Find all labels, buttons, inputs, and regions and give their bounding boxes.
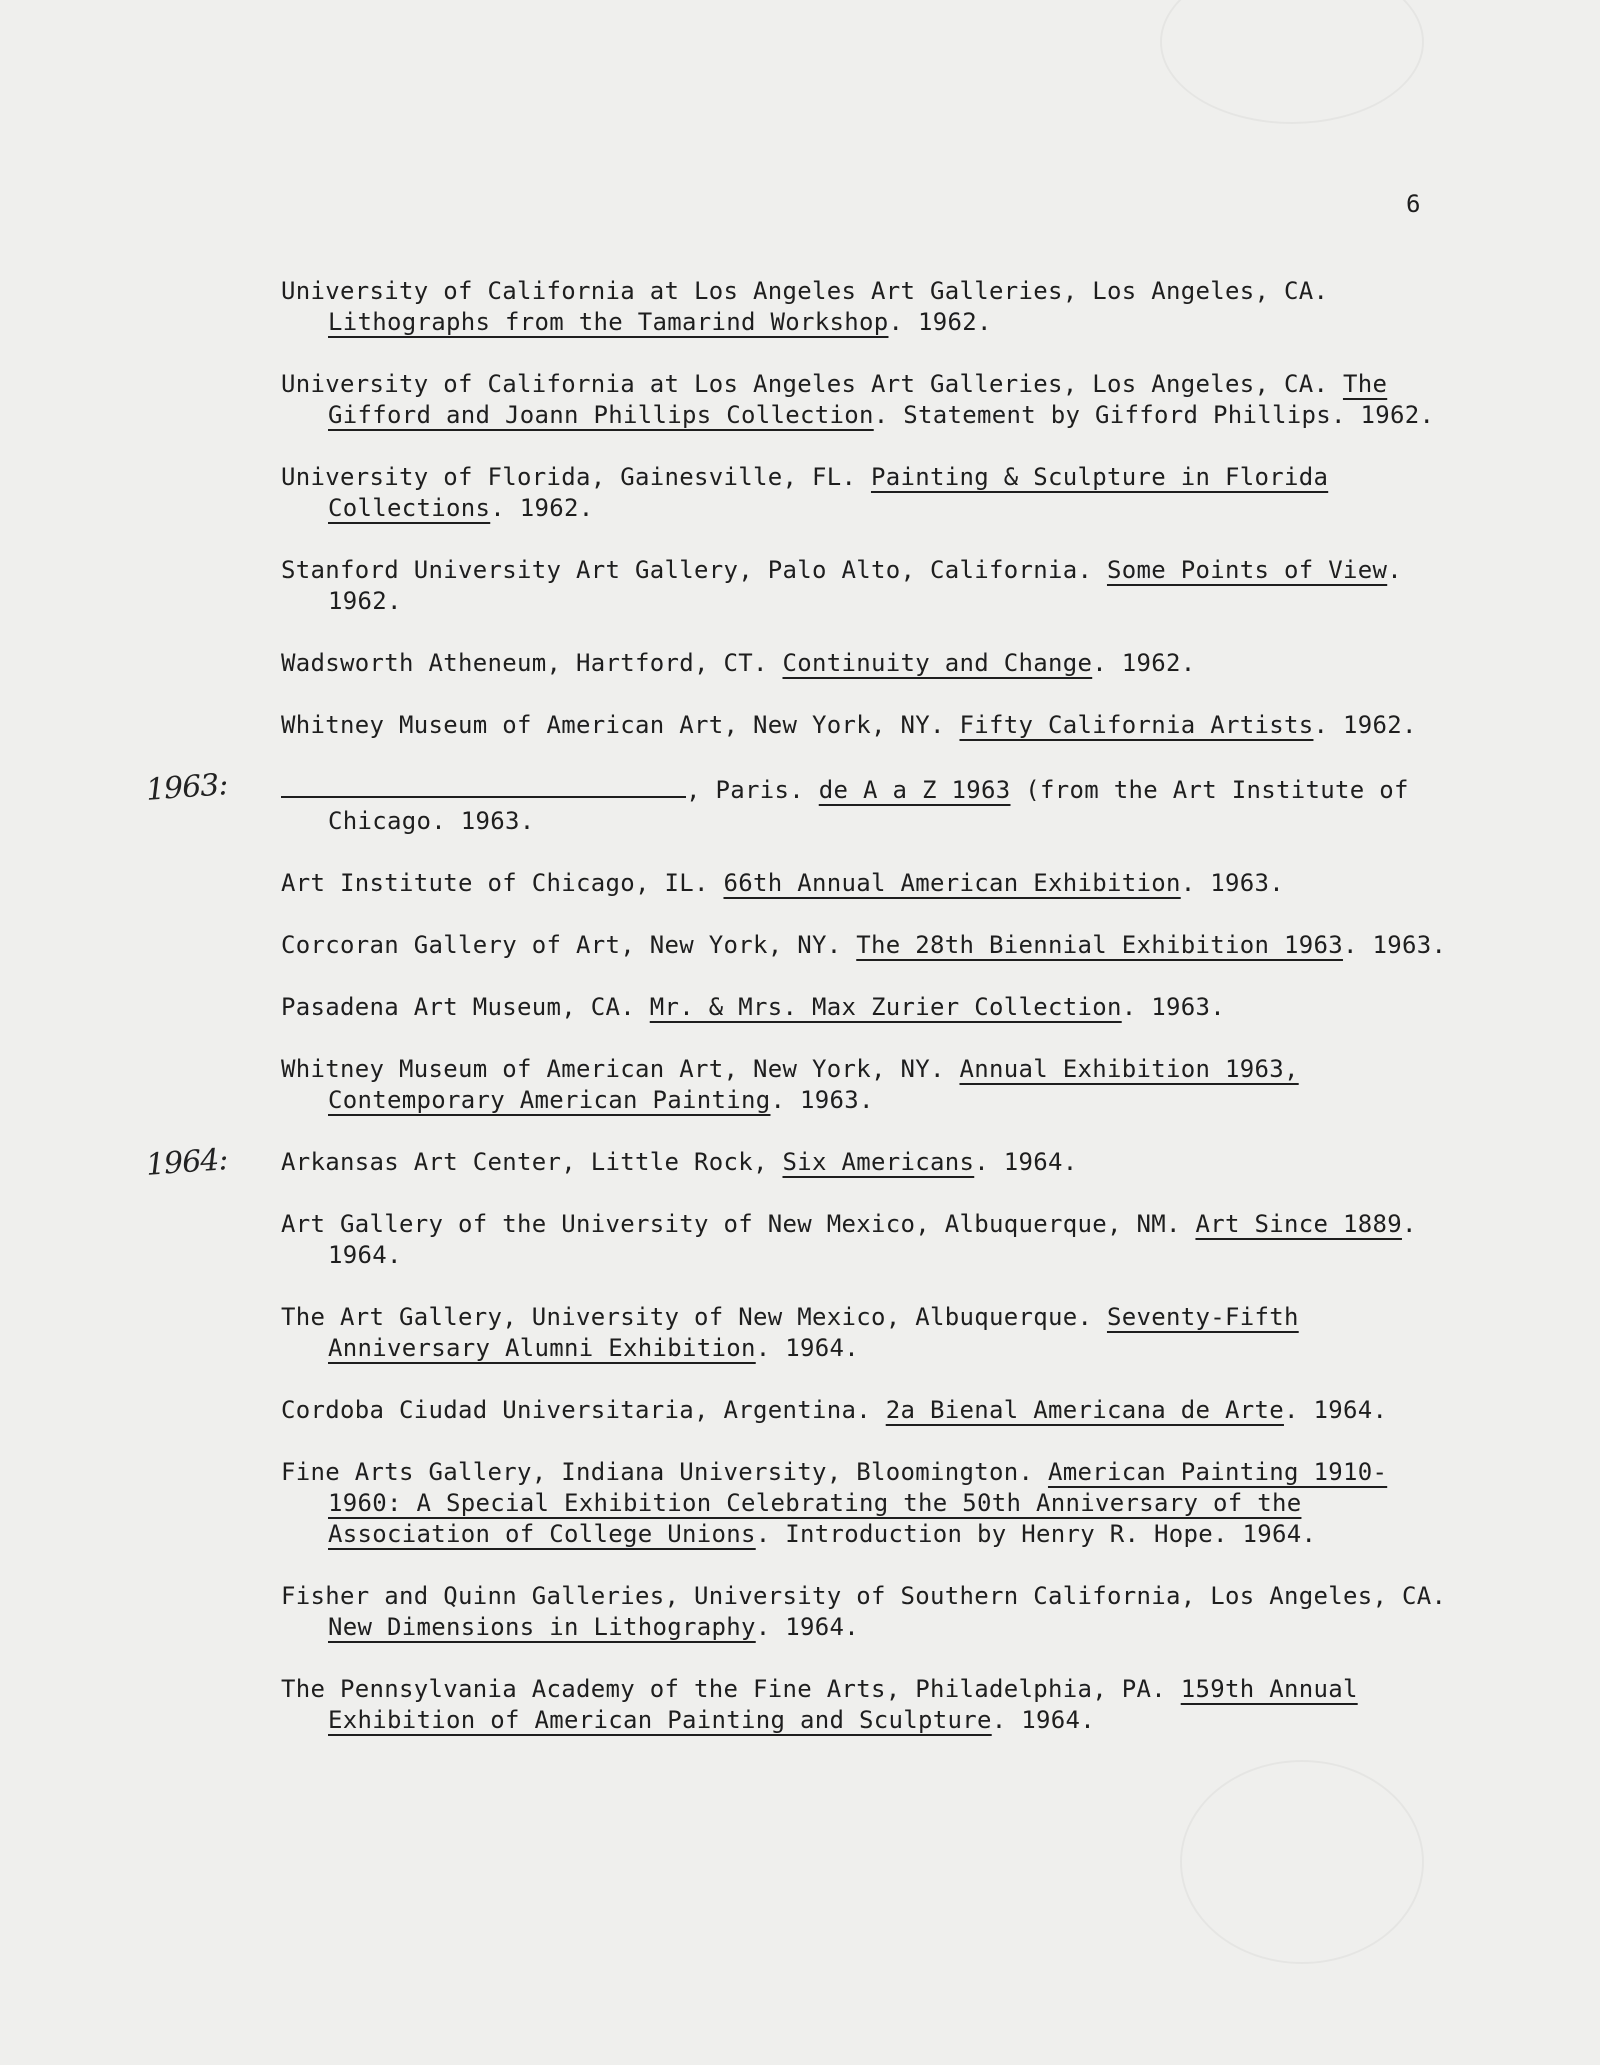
venue-text: Fine Arts Gallery, Indiana University, Bloomington. — [281, 1458, 1048, 1486]
venue-text: Art Institute of Chicago, IL. — [281, 869, 724, 897]
entry-details: . 1963. — [1121, 993, 1225, 1021]
exhibition-title: 2a Bienal Americana de Arte — [885, 1396, 1284, 1424]
exhibition-title: Mr. & Mrs. Max Zurier Collection — [649, 993, 1122, 1021]
bibliography-entry — [281, 1054, 1458, 1116]
exhibition-title: Lithographs from the Tamarind Workshop — [328, 308, 889, 336]
bibliography-entry — [144, 767, 1458, 837]
bibliography-entry — [281, 1674, 1458, 1736]
exhibition-title: Annual Exhibition 1963, Contemporary American Painting — [328, 1055, 1299, 1114]
exhibition-title: 159th Annual Exhibition of American Painting and Sculpture — [328, 1675, 1358, 1734]
bibliography-entry — [281, 868, 1458, 899]
entry-details: . 1963. — [1180, 869, 1284, 897]
entry-details: . 1964. — [755, 1613, 859, 1641]
faint-stamp-mark — [1160, 0, 1424, 124]
exhibition-title: American Painting 1910-1960: A Special Exhibition Celebrating the 50th Anniversary of the Association of College Unions — [328, 1458, 1388, 1548]
entry-details: . 1963. — [1342, 931, 1447, 959]
entry-details: . 1964. — [991, 1706, 1095, 1734]
venue-text: , Paris. — [686, 776, 819, 804]
entry-details: . 1964. — [755, 1334, 859, 1362]
entry-details: . 1964. — [974, 1148, 1078, 1176]
bibliography-entry — [281, 276, 1458, 338]
exhibition-title: 66th Annual American Exhibition — [723, 869, 1181, 897]
exhibition-title: Art Since 1889 — [1195, 1210, 1402, 1238]
entry-details: . Introduction by Henry R. Hope. 1964. — [755, 1520, 1317, 1548]
page-number: 6 — [1406, 190, 1421, 218]
bibliography-entry — [281, 992, 1458, 1023]
bibliography-entry — [281, 710, 1458, 741]
bibliography-entry — [281, 369, 1458, 431]
entry-details: . 1962. — [1092, 649, 1196, 677]
bibliography-entry — [281, 462, 1458, 524]
exhibition-title: The 28th Biennial Exhibition 1963 — [856, 931, 1343, 959]
venue-text: Pasadena Art Museum, CA. — [281, 993, 650, 1021]
venue-text: University of California at Los Angeles Art Galleries, Los Angeles, CA. — [281, 370, 1343, 398]
exhibition-title: The Gifford and Joann Phillips Collection — [328, 370, 1388, 429]
faint-stamp-mark — [1180, 1760, 1424, 1964]
bibliography-entry — [144, 1142, 1458, 1183]
bibliography-entry — [281, 648, 1458, 679]
handwritten-year-note: 1964: — [144, 1142, 229, 1183]
bibliography-entry — [281, 1302, 1458, 1364]
bibliography-list — [0, 252, 1600, 1767]
venue-text: University of California at Los Angeles Art Galleries, Los Angeles, CA. — [281, 277, 1329, 305]
entry-details: (from the Art Institute of Chicago. 1963. — [328, 776, 1409, 835]
bibliography-entry — [281, 930, 1458, 961]
venue-text: Whitney Museum of American Art, New York, NY. — [281, 1055, 960, 1083]
entry-details: . 1962. — [1313, 711, 1417, 739]
entry-details: . 1964. — [1283, 1396, 1388, 1424]
venue-text: Fisher and Quinn Galleries, University of Southern California, Los Angeles, CA. — [281, 1582, 1447, 1610]
bibliography-entry — [281, 555, 1458, 617]
entry-details: . Statement by Gifford Phillips. 1962. — [873, 401, 1435, 429]
venue-text: The Pennsylvania Academy of the Fine Arts, Philadelphia, PA. — [281, 1675, 1181, 1703]
exhibition-title: Seventy-Fifth Anniversary Alumni Exhibition — [328, 1303, 1299, 1362]
exhibition-title: Continuity and Change — [782, 649, 1093, 677]
bibliography-entry — [281, 1209, 1458, 1271]
venue-text: Cordoba Ciudad Universitaria, Argentina. — [281, 1396, 886, 1424]
venue-text: Wadsworth Atheneum, Hartford, CT. — [281, 649, 783, 677]
venue-text: Stanford University Art Gallery, Palo Alto, California. — [281, 556, 1107, 584]
venue-text: Whitney Museum of American Art, New York, NY. — [281, 711, 960, 739]
entry-details: . 1962. — [490, 494, 594, 522]
venue-text: Corcoran Gallery of Art, New York, NY. — [281, 931, 857, 959]
exhibition-title: Six Americans — [782, 1148, 975, 1176]
venue-text: The Art Gallery, University of New Mexico, Albuquerque. — [281, 1303, 1107, 1331]
entry-details: . 1962. — [888, 308, 992, 336]
entry-details: . 1962. — [328, 556, 1402, 615]
bibliography-entry — [281, 1581, 1458, 1643]
handwritten-year-note: 1963: — [144, 767, 229, 808]
entry-details: . 1964. — [328, 1210, 1417, 1269]
exhibition-title: de A a Z 1963 — [818, 776, 1011, 804]
exhibition-title: New Dimensions in Lithography — [328, 1613, 756, 1641]
venue-text: Art Gallery of the University of New Mexico, Albuquerque, NM. — [281, 1210, 1196, 1238]
exhibition-title: Fifty California Artists — [959, 711, 1314, 739]
exhibition-title: Painting & Sculpture in Florida Collections — [328, 463, 1329, 522]
bibliography-entry — [281, 1395, 1458, 1426]
blank-line — [281, 772, 686, 798]
bibliography-entry — [281, 1457, 1458, 1550]
venue-text: University of Florida, Gainesville, FL. — [281, 463, 871, 491]
venue-text: Arkansas Art Center, Little Rock, — [281, 1148, 783, 1176]
entry-details: . 1963. — [770, 1086, 874, 1114]
exhibition-title: Some Points of View — [1106, 556, 1388, 584]
